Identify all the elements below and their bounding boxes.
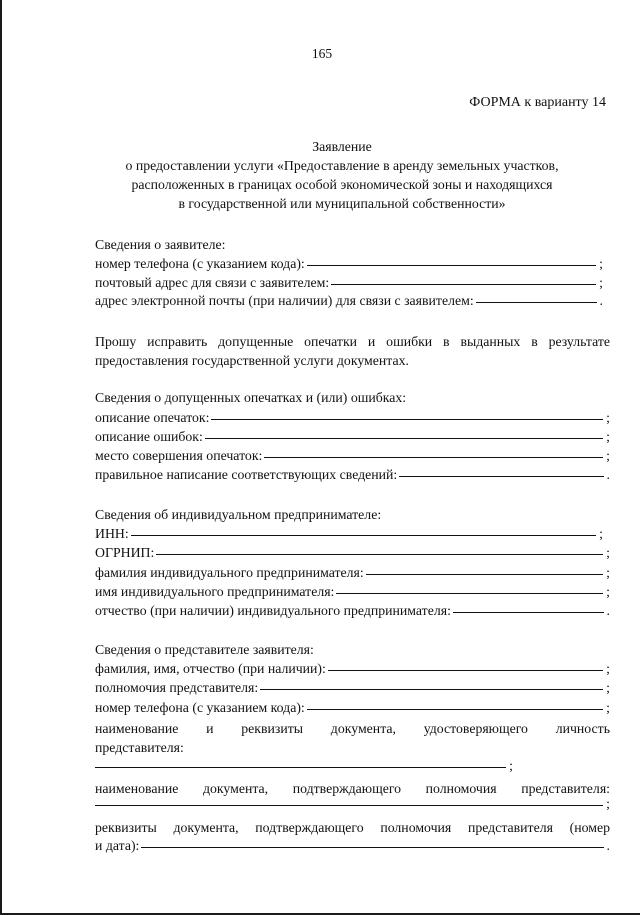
inn-line[interactable] [131,535,596,536]
patronymic-label: отчество (при наличии) индивидуального предпринимателя: [95,603,451,618]
ogrnip-line[interactable] [156,554,603,555]
rep-auth-doc-req-field[interactable]: и дата): . [95,838,610,853]
mistakes-label: описание ошибок: [95,429,203,444]
correct-label: правильное написание соответствующих сведений: [95,467,398,482]
applicant-email-line[interactable] [476,302,597,303]
typos-line[interactable] [211,419,603,420]
applicant-postal-label: почтовый адрес для связи с заявителем: [95,275,330,290]
rep-id-doc-line[interactable] [95,767,506,768]
rep-id-doc-field[interactable]: ; [95,758,513,777]
title-line-2: о предоставлении услуги «Предоставление в аренду земельных участков, [125,158,559,173]
request-line-2: предоставления государственной услуги документах. [95,353,409,368]
applicant-phone-field[interactable]: номер телефона (с указанием кода): ; [95,256,603,271]
inn-label: ИНН: [95,526,129,541]
patronymic-field[interactable]: отчество (при наличии) индивидуального предпринимателя: . [95,603,610,618]
errors-heading: Сведения о допущенных опечатках и (или) ошибках: [95,390,407,405]
rep-auth-doc-req-line[interactable] [141,847,603,848]
name-field[interactable]: имя индивидуального предпринимателя: ; [95,584,610,599]
rep-phone-label: номер телефона (с указанием кода): [95,700,305,715]
rep-phone-field[interactable]: номер телефона (с указанием кода): ; [95,700,610,715]
rep-powers-field[interactable]: полномочия представителя: ; [95,680,610,695]
applicant-email-field[interactable]: адрес электронной почты (при наличии) для связи с заявителем: . [95,293,603,308]
ogrnip-label: ОГРНИП: [95,545,155,560]
rep-fio-line[interactable] [328,670,603,671]
correct-line[interactable] [399,476,603,477]
title-line-3: расположенных в границах особой экономической зоны и находящихся [131,177,553,192]
title-line-4: в государственной или муниципальной собственности» [178,196,506,211]
rep-auth-doc-req-label [95,818,610,837]
form-label: ФОРМА к варианту 14 [469,95,606,110]
entrepreneur-heading: Сведения об индивидуальном предпринимателе: [95,507,382,522]
correct-field[interactable]: правильное написание соответствующих сведений: . [95,467,610,482]
surname-line[interactable] [366,574,603,575]
rep-auth-doc-req-line-2: и дата): [95,838,140,853]
inn-field[interactable]: ИНН: ; [95,526,603,541]
rep-id-doc-label [95,719,610,757]
applicant-phone-line[interactable] [307,265,596,266]
name-label: имя индивидуального предпринимателя: [95,584,335,599]
place-line[interactable] [264,457,603,458]
typos-label: описание опечаток: [95,410,210,425]
rep-fio-label: фамилия, имя, отчество (при наличии): [95,661,326,676]
request-paragraph [95,332,610,370]
name-line[interactable] [336,593,603,594]
mistakes-line[interactable] [205,438,603,439]
rep-auth-doc-name-text: наименование документа, подтверждающего полномочия представителя: [95,781,610,796]
rep-fio-field[interactable]: фамилия, имя, отчество (при наличии): ; [95,661,610,676]
rep-auth-doc-req-line-1: реквизиты документа, подтверждающего полномочия представителя (номер [95,820,610,835]
applicant-email-label: адрес электронной почты (при наличии) для связи с заявителем: [95,293,474,308]
rep-id-doc-line-2: представителя: [95,740,184,755]
surname-label: фамилия индивидуального предпринимателя: [95,565,364,580]
surname-field[interactable]: фамилия индивидуального предпринимателя: ; [95,565,610,580]
rep-auth-doc-name-line[interactable] [95,805,603,806]
rep-id-doc-line-1: наименование и реквизиты документа, удостоверяющего личность [95,721,610,736]
mistakes-field[interactable]: описание ошибок: ; [95,429,610,444]
applicant-phone-label: номер телефона (с указанием кода): [95,256,305,271]
ogrnip-field[interactable]: ОГРНИП: ; [95,545,610,560]
rep-auth-doc-name-field[interactable]: ; [95,796,610,815]
place-field[interactable]: место совершения опечаток: ; [95,448,610,463]
title-line-1: Заявление [312,139,372,154]
rep-phone-line[interactable] [307,709,603,710]
applicant-postal-line[interactable] [331,284,596,285]
patronymic-line[interactable] [453,612,604,613]
rep-powers-line[interactable] [260,689,603,690]
place-label: место совершения опечаток: [95,448,263,463]
request-line-1: Прошу исправить допущенные опечатки и ошибки в выданных в результате [95,334,610,349]
document-title [62,137,622,213]
representative-heading: Сведения о представителе заявителя: [95,642,314,657]
rep-powers-label: полномочия представителя: [95,680,259,695]
page-number: 165 [311,46,333,61]
applicant-postal-field[interactable]: почтовый адрес для связи с заявителем: ; [95,275,603,290]
typos-field[interactable]: описание опечаток: ; [95,410,610,425]
applicant-heading: Сведения о заявителе: [95,237,226,252]
